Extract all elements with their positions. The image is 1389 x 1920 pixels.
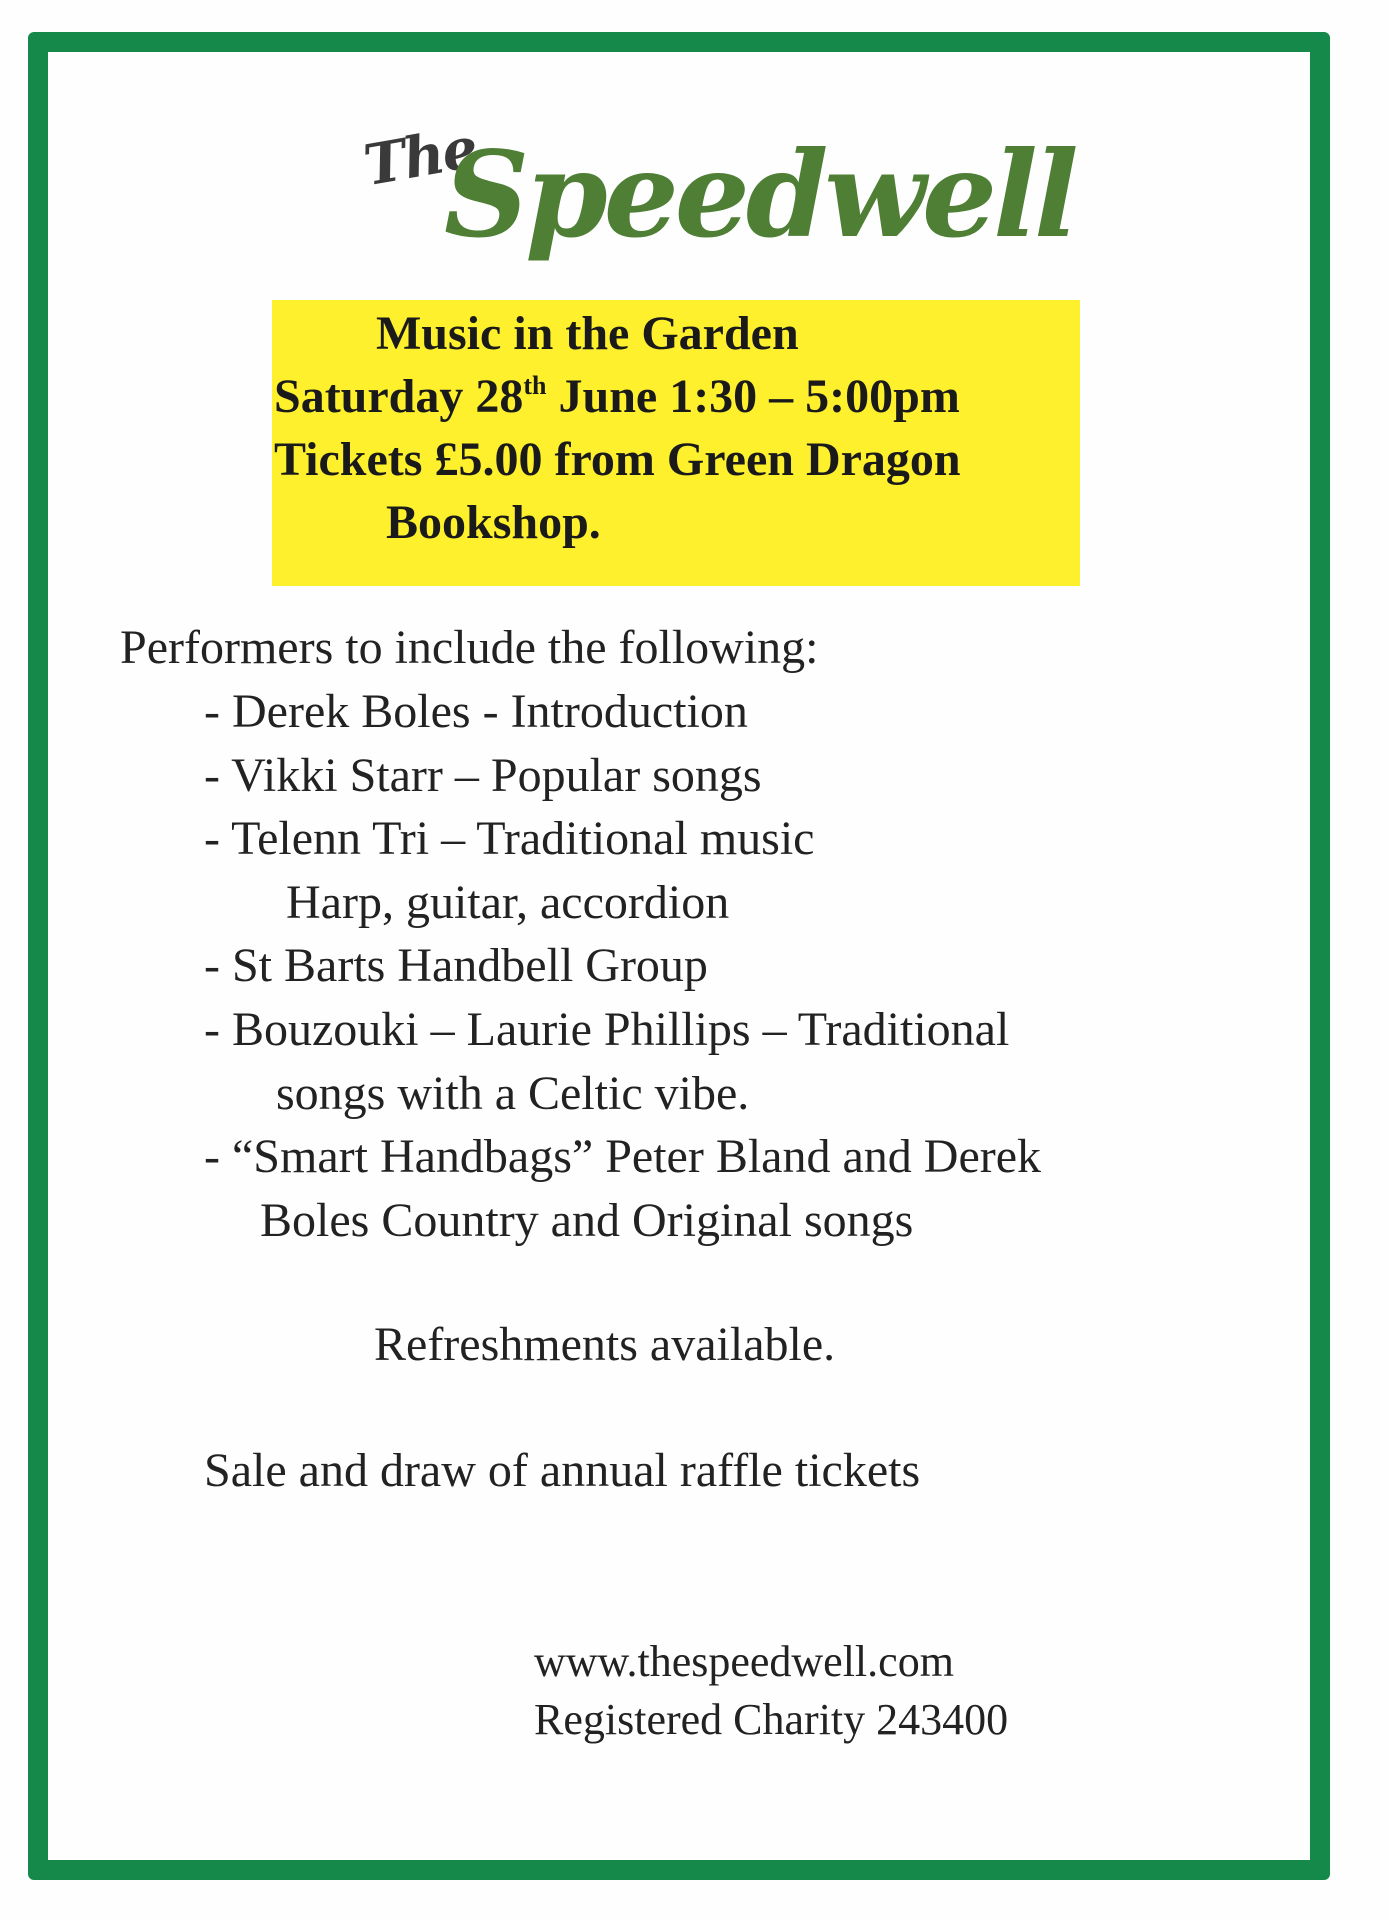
performer-line: - Telenn Tri – Traditional music [204,812,815,865]
performers-heading: Performers to include the following: [120,621,819,674]
event-tickets-line-2: Bookshop. [386,496,601,549]
performer-line-continued: Harp, guitar, accordion [286,876,730,929]
event-date [274,370,960,423]
website-text: www.thespeedwell.com [534,1637,954,1686]
refreshments-note: Refreshments available. [374,1318,836,1371]
event-date-rest: June 1:30 – 5:00pm [546,370,960,423]
event-date-suffix: th [523,371,547,400]
charity-number-text: Registered Charity 243400 [534,1695,1009,1744]
performer-line-continued: songs with a Celtic vibe. [276,1067,750,1120]
performer-line: - Derek Boles - Introduction [204,685,748,738]
event-tickets-line-1: Tickets £5.00 from Green Dragon [274,433,961,486]
performer-line: - Bouzouki – Laurie Phillips – Traditional [204,1003,1010,1056]
logo-name-text: Speedwell [444,125,1075,264]
performer-line: - St Barts Handbell Group [204,939,708,992]
performer-line: - “Smart Handbags” Peter Bland and Derek [204,1130,1042,1183]
logo-the-text: The [359,114,481,200]
raffle-note: Sale and draw of annual raffle tickets [204,1444,921,1497]
event-title: Music in the Garden [376,307,799,360]
performer-line: - Vikki Starr – Popular songs [204,749,762,802]
performer-line-continued: Boles Country and Original songs [260,1194,914,1247]
event-date-prefix: Saturday 28 [274,370,524,423]
speedwell-logo [356,96,1075,296]
